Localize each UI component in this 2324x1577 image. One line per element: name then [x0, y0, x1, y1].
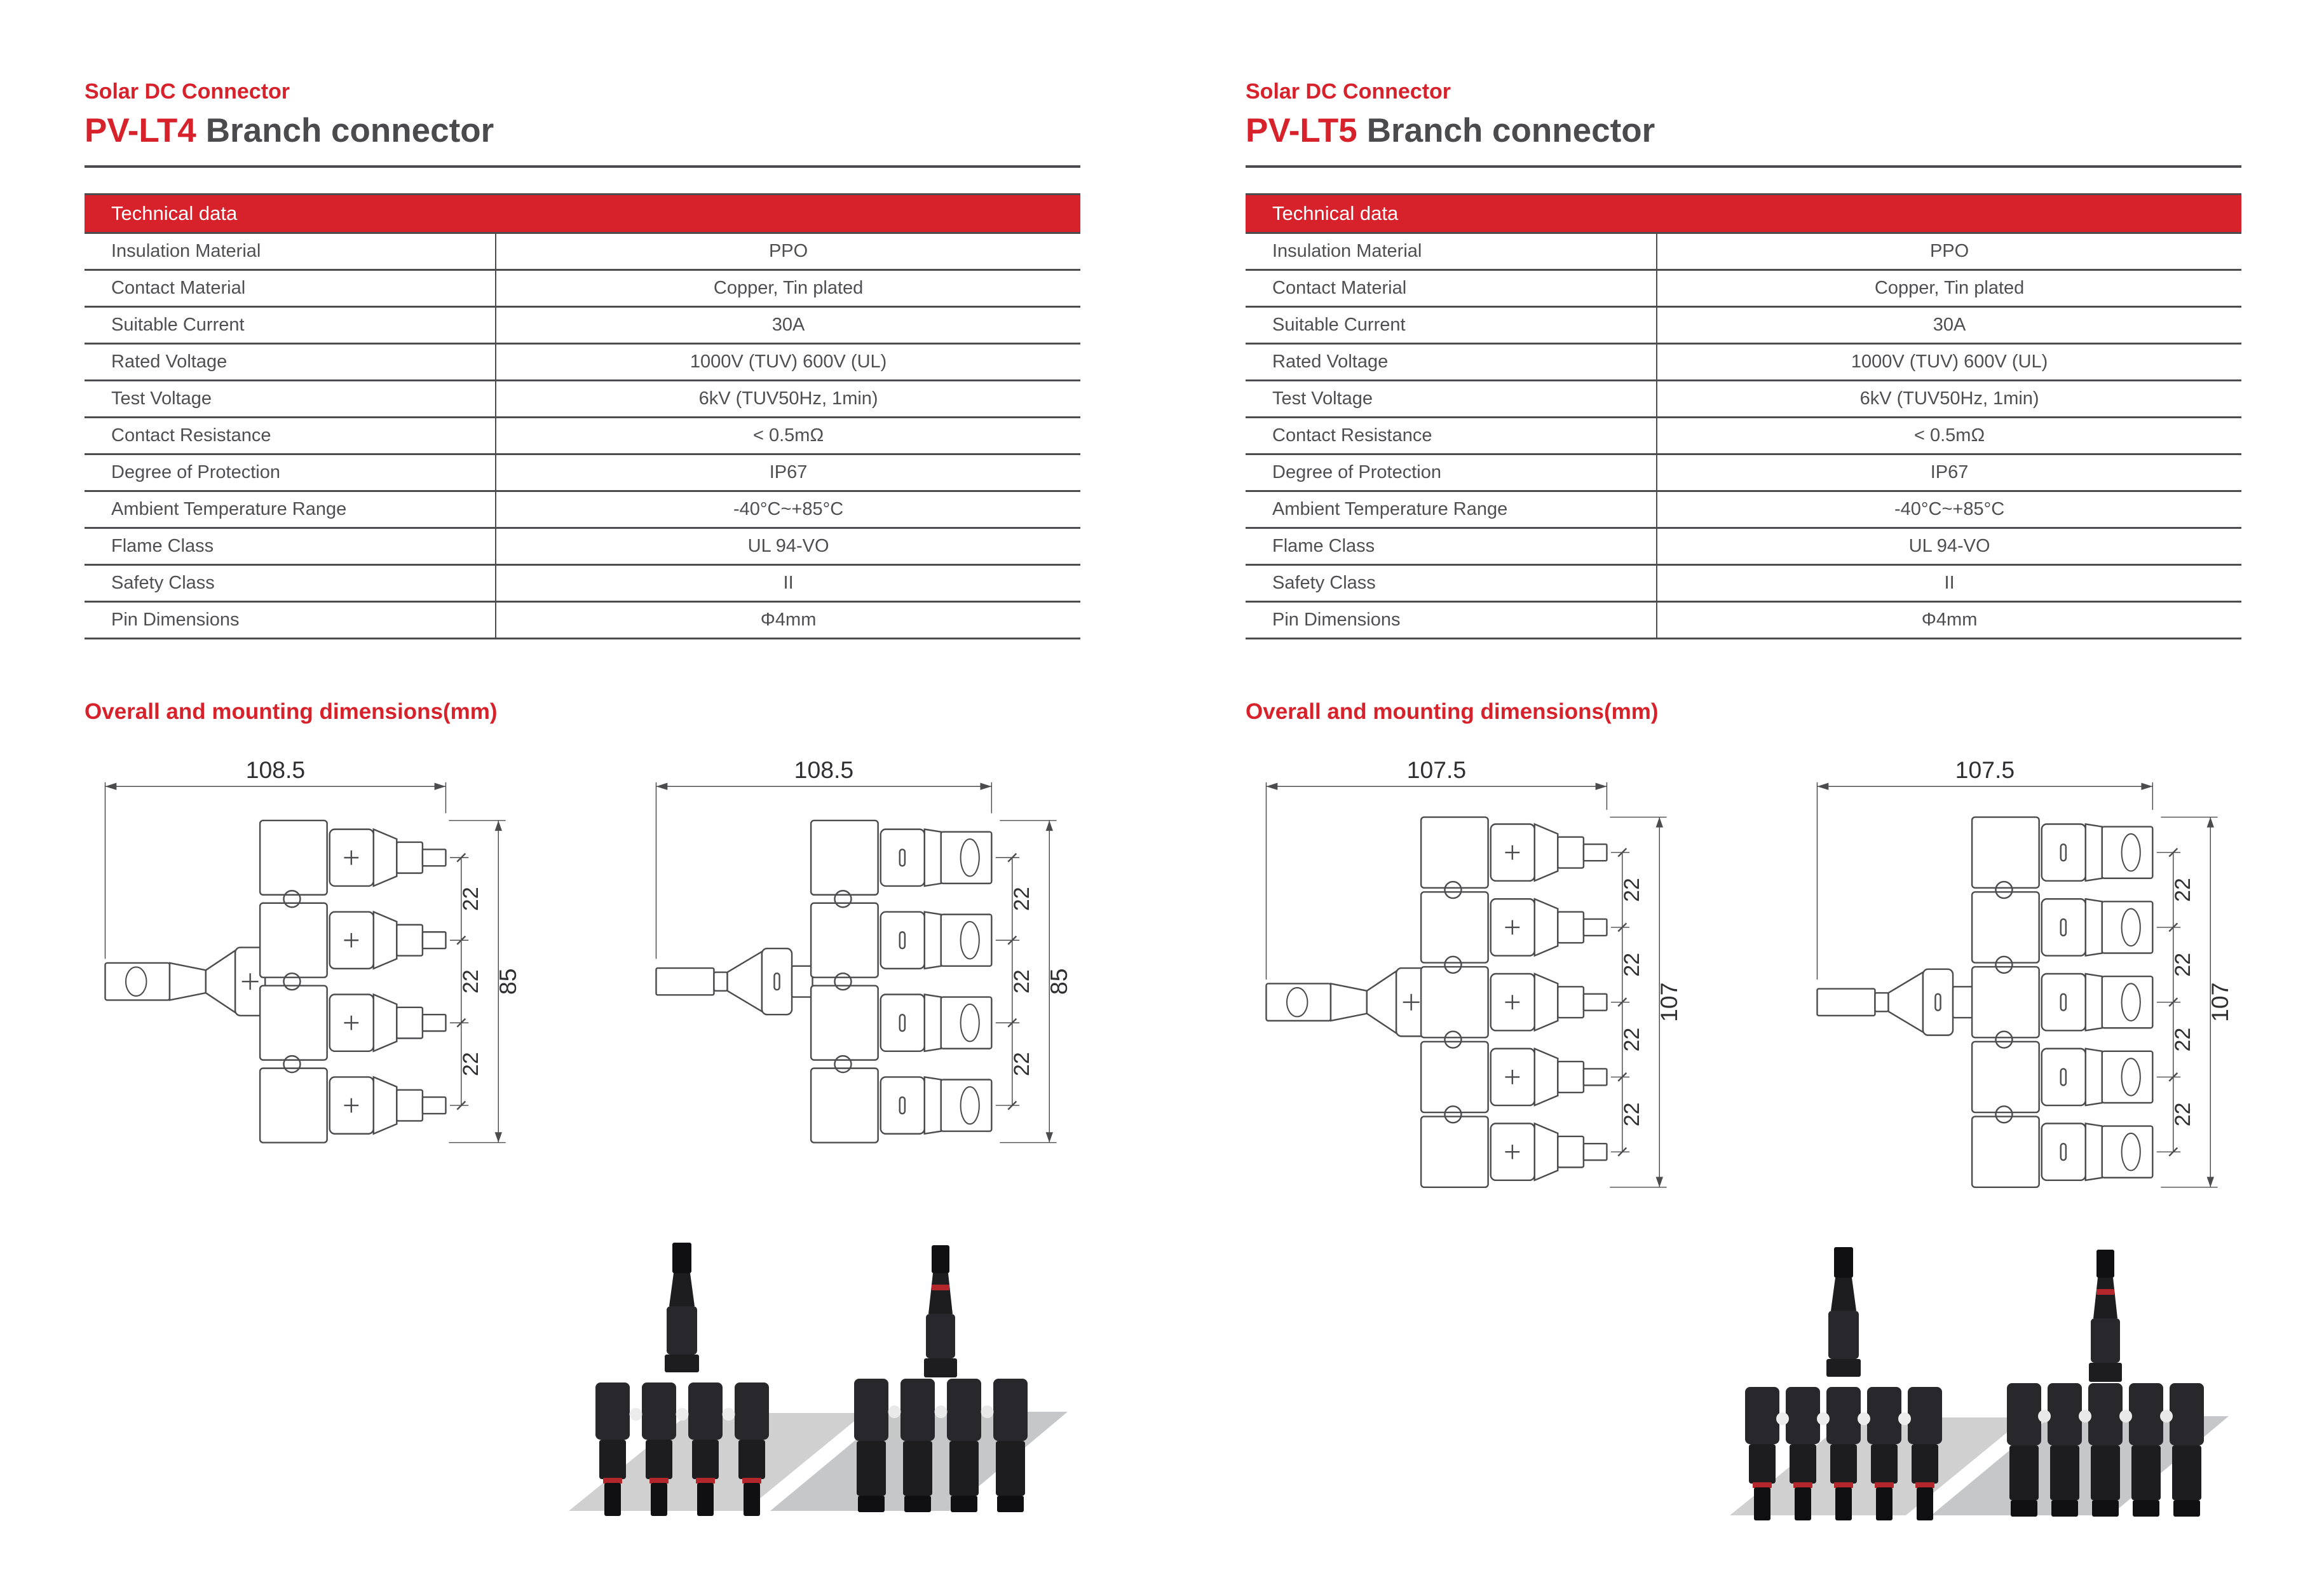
table-row [1246, 380, 2241, 417]
table-row [1246, 270, 2241, 306]
spec-value: 1000V (TUV) 600V (UL) [496, 343, 1080, 380]
spec-label: Test Voltage [1246, 380, 1657, 417]
table-row [85, 306, 1080, 343]
spec-label: Insulation Material [1246, 233, 1657, 270]
spec-value: PPO [1657, 233, 2241, 270]
dim-pitch: 22 [1009, 969, 1034, 994]
spec-value: UL 94-VO [1657, 528, 2241, 564]
dimension-drawings [1246, 760, 2241, 1203]
table-row [1246, 528, 2241, 564]
table-row [1246, 601, 2241, 638]
dimension-drawing-plug [85, 760, 529, 1162]
spec-value: II [1657, 564, 2241, 601]
dim-overall-height: 107 [2206, 982, 2233, 1023]
table-row [85, 564, 1080, 601]
dimension-drawing-plug [1246, 760, 1690, 1203]
dim-pitch: 22 [1009, 887, 1034, 911]
spec-value: 1000V (TUV) 600V (UL) [1657, 343, 2241, 380]
dim-pitch: 22 [1619, 1102, 1644, 1127]
product-title-rest: Branch connector [1366, 112, 1655, 150]
table-row [1246, 417, 2241, 454]
dim-overall-width: 107.5 [1406, 760, 1467, 784]
table-row [85, 528, 1080, 564]
dim-pitch: 22 [1619, 953, 1644, 977]
spec-value: UL 94-VO [496, 528, 1080, 564]
spec-label: Safety Class [1246, 564, 1657, 601]
spec-label: Rated Voltage [1246, 343, 1657, 380]
table-row [85, 233, 1080, 270]
dim-pitch: 22 [1619, 1027, 1644, 1052]
spec-value: 30A [496, 306, 1080, 343]
table-row [85, 417, 1080, 454]
connector-line-drawing [85, 760, 529, 1162]
spec-value: Φ4mm [1657, 601, 2241, 638]
spec-label: Rated Voltage [85, 343, 496, 380]
spec-label: Flame Class [1246, 528, 1657, 564]
spec-label: Ambient Temperature Range [85, 491, 496, 528]
table-header: Technical data [85, 194, 1080, 233]
spec-value: 6kV (TUV50Hz, 1min) [1657, 380, 2241, 417]
table-header-row [1246, 194, 2241, 233]
connector-line-drawing [635, 760, 1080, 1162]
spec-value: < 0.5mΩ [496, 417, 1080, 454]
product-photo [85, 1224, 1080, 1522]
table-row [85, 343, 1080, 380]
spec-label: Contact Resistance [1246, 417, 1657, 454]
spec-value: II [496, 564, 1080, 601]
table-row [1246, 454, 2241, 491]
spec-label: Suitable Current [1246, 306, 1657, 343]
dim-pitch: 22 [458, 887, 483, 911]
spec-value: 6kV (TUV50Hz, 1min) [496, 380, 1080, 417]
spec-label: Pin Dimensions [1246, 601, 1657, 638]
product-section-pv-lt4 [85, 0, 1080, 1522]
dim-pitch: 22 [2170, 878, 2195, 903]
table-header-row [85, 194, 1080, 233]
product-title-rest: Branch connector [205, 112, 494, 150]
dim-pitch: 22 [2170, 1027, 2195, 1052]
dim-overall-height: 85 [1045, 968, 1072, 995]
dimensions-heading: Overall and mounting dimensions(mm) [85, 699, 498, 724]
spec-value: < 0.5mΩ [1657, 417, 2241, 454]
dimension-drawings [85, 760, 1080, 1162]
table-row [85, 601, 1080, 638]
eyebrow-heading: Solar DC Connector [1246, 79, 1451, 104]
spec-value: IP67 [1657, 454, 2241, 491]
product-model: PV-LT5 [1246, 112, 1357, 150]
table-header: Technical data [1246, 194, 2241, 233]
spec-label: Suitable Current [85, 306, 496, 343]
dim-overall-width: 108.5 [794, 760, 854, 784]
spec-label: Contact Material [1246, 270, 1657, 306]
spec-label: Contact Material [85, 270, 496, 306]
dim-overall-width: 108.5 [245, 760, 306, 784]
spec-label: Flame Class [85, 528, 496, 564]
spec-value: -40°C~+85°C [1657, 491, 2241, 528]
dim-overall-height: 85 [494, 968, 521, 995]
spec-label: Insulation Material [85, 233, 496, 270]
table-row [1246, 233, 2241, 270]
product-photo [1246, 1228, 2241, 1527]
dimensions-heading: Overall and mounting dimensions(mm) [1246, 699, 1659, 724]
title-rule [85, 165, 1080, 168]
spec-value: PPO [496, 233, 1080, 270]
dim-pitch: 22 [1009, 1052, 1034, 1077]
eyebrow-heading: Solar DC Connector [85, 79, 290, 104]
dim-overall-height: 107 [1655, 982, 1682, 1023]
table-row [1246, 306, 2241, 343]
title-rule [1246, 165, 2241, 168]
spec-value: 30A [1657, 306, 2241, 343]
table-row [85, 491, 1080, 528]
spec-value: -40°C~+85°C [496, 491, 1080, 528]
product-photo-graphic [1720, 1228, 2241, 1527]
spec-label: Degree of Protection [85, 454, 496, 491]
dimension-drawing-socket [1797, 760, 2241, 1203]
spec-value: Φ4mm [496, 601, 1080, 638]
spec-value: Copper, Tin plated [1657, 270, 2241, 306]
dim-pitch: 22 [1619, 878, 1644, 903]
dim-pitch: 22 [2170, 1102, 2195, 1127]
table-row [1246, 564, 2241, 601]
table-row [1246, 491, 2241, 528]
table-row [1246, 343, 2241, 380]
dimension-drawing-socket [635, 760, 1080, 1162]
connector-line-drawing [1246, 760, 1690, 1203]
dim-pitch: 22 [2170, 953, 2195, 977]
spec-label: Pin Dimensions [85, 601, 496, 638]
spec-label: Degree of Protection [1246, 454, 1657, 491]
connector-line-drawing [1797, 760, 2241, 1203]
table-row [85, 454, 1080, 491]
spec-label: Contact Resistance [85, 417, 496, 454]
dim-overall-width: 107.5 [1955, 760, 2015, 784]
spec-label: Test Voltage [85, 380, 496, 417]
spec-label: Safety Class [85, 564, 496, 601]
spec-value: Copper, Tin plated [496, 270, 1080, 306]
product-model: PV-LT4 [85, 112, 196, 150]
dim-pitch: 22 [458, 1052, 483, 1077]
table-row [85, 380, 1080, 417]
product-photo-graphic [559, 1224, 1080, 1522]
product-title [85, 113, 1080, 149]
technical-data-table [85, 193, 1080, 639]
spec-label: Ambient Temperature Range [1246, 491, 1657, 528]
technical-data-table [1246, 193, 2241, 639]
product-section-pv-lt5 [1246, 0, 2241, 1527]
product-title [1246, 113, 2241, 149]
dim-pitch: 22 [458, 969, 483, 994]
table-row [85, 270, 1080, 306]
spec-value: IP67 [496, 454, 1080, 491]
